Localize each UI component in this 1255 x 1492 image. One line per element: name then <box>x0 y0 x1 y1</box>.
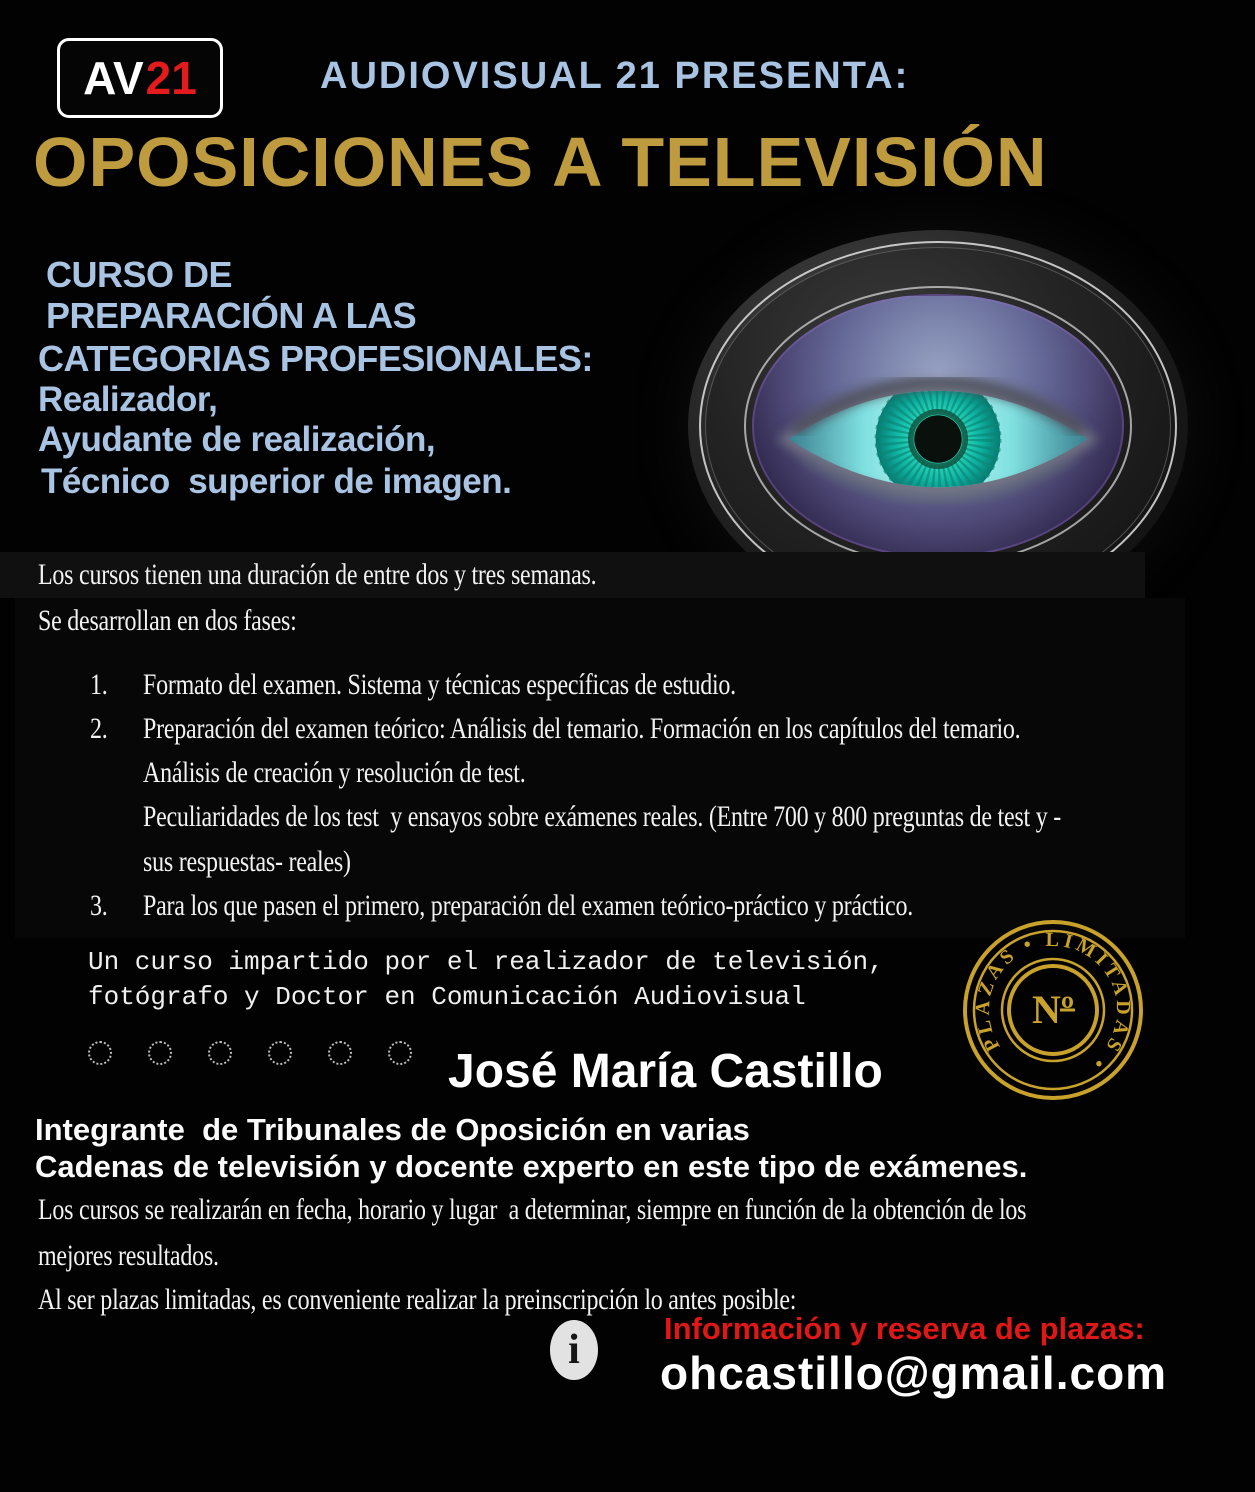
schedule-line-3: Al ser plazas limitadas, es conveniente realizar la preinscripción lo antes posible: <box>38 1283 797 1316</box>
phase-line: Análisis de creación y resolución de test. <box>143 756 526 789</box>
credentials-line-1: Integrante de Tribunales de Oposición en varias <box>35 1112 750 1147</box>
credentials-line-2: Cadenas de televisión y docente experto en este tipo de exámenes. <box>35 1149 1028 1184</box>
logo-text-av: AV <box>83 52 144 104</box>
info-icon <box>550 1320 598 1380</box>
phase-line: Preparación del examen teórico: Análisis del temario. Formación en los capítulos del temario. <box>143 712 1021 745</box>
phase-line: Formato del examen. Sistema y técnicas específicas de estudio. <box>143 668 736 701</box>
phase-line: Peculiaridades de los test y ensayos sobre exámenes reales. (Entre 700 y 800 preguntas de test y - <box>143 800 1061 833</box>
phase-number: 3. <box>90 889 108 922</box>
lens-glass <box>752 294 1124 558</box>
phase-number: 1. <box>90 668 108 701</box>
course-intro-line-3: CATEGORIAS PROFESIONALES: <box>38 338 593 379</box>
schedule-line-1: Los cursos se realizarán en fecha, horario y lugar a determinar, siempre en función de la obtención de los <box>38 1193 1027 1226</box>
contact-email: ohcastillo@gmail.com <box>660 1347 1168 1399</box>
dotted-circle-icon <box>208 1041 232 1065</box>
instructor-intro-line-2: fotógrafo y Doctor en Comunicación Audiovisual <box>88 982 806 1012</box>
dotted-circle-icon <box>148 1041 172 1065</box>
duration-text: Los cursos tienen una duración de entre dos y tres semanas. <box>38 558 597 591</box>
course-intro-line-6: Técnico superior de imagen. <box>41 462 512 501</box>
dotted-circle-icon <box>268 1041 292 1065</box>
instructor-intro-line-1: Un curso impartido por el realizador de televisión, <box>88 947 884 977</box>
info-icon-glyph: i <box>568 1327 580 1373</box>
poster-title: OPOSICIONES A TELEVISIÓN <box>33 123 1048 201</box>
plazas-limitadas-stamp <box>958 915 1148 1105</box>
course-intro-line-5: Ayudante de realización, <box>38 420 436 459</box>
phase-line: sus respuestas- reales) <box>143 845 351 878</box>
instructor-name: José María Castillo <box>448 1045 883 1098</box>
course-intro-line-1: CURSO DE <box>46 254 233 295</box>
course-intro-line-4: Realizador, <box>38 380 218 419</box>
contact-label: Información y reserva de plazas: <box>664 1311 1145 1346</box>
dotted-circle-icon <box>88 1041 112 1065</box>
dotted-circle-icon <box>328 1041 352 1065</box>
av21-logo <box>57 38 223 118</box>
phases-intro-text: Se desarrollan en dos fases: <box>38 604 297 637</box>
camera-lens-eye-image <box>768 349 1108 529</box>
course-intro-line-2: PREPARACIÓN A LAS <box>46 295 417 336</box>
dotted-circle-icon <box>388 1041 412 1065</box>
logo-text-21: 21 <box>145 52 197 104</box>
stamp-ring-text: PLAZAS • LIMITADAS • <box>971 928 1135 1077</box>
stamp-center-text: Nº <box>1031 987 1075 1032</box>
presents-heading: AUDIOVISUAL 21 PRESENTA: <box>320 55 910 97</box>
phase-number: 2. <box>90 712 108 745</box>
phase-line: Para los que pasen el primero, preparación del examen teórico-práctico y práctico. <box>143 889 913 922</box>
schedule-line-2: mejores resultados. <box>38 1239 219 1272</box>
